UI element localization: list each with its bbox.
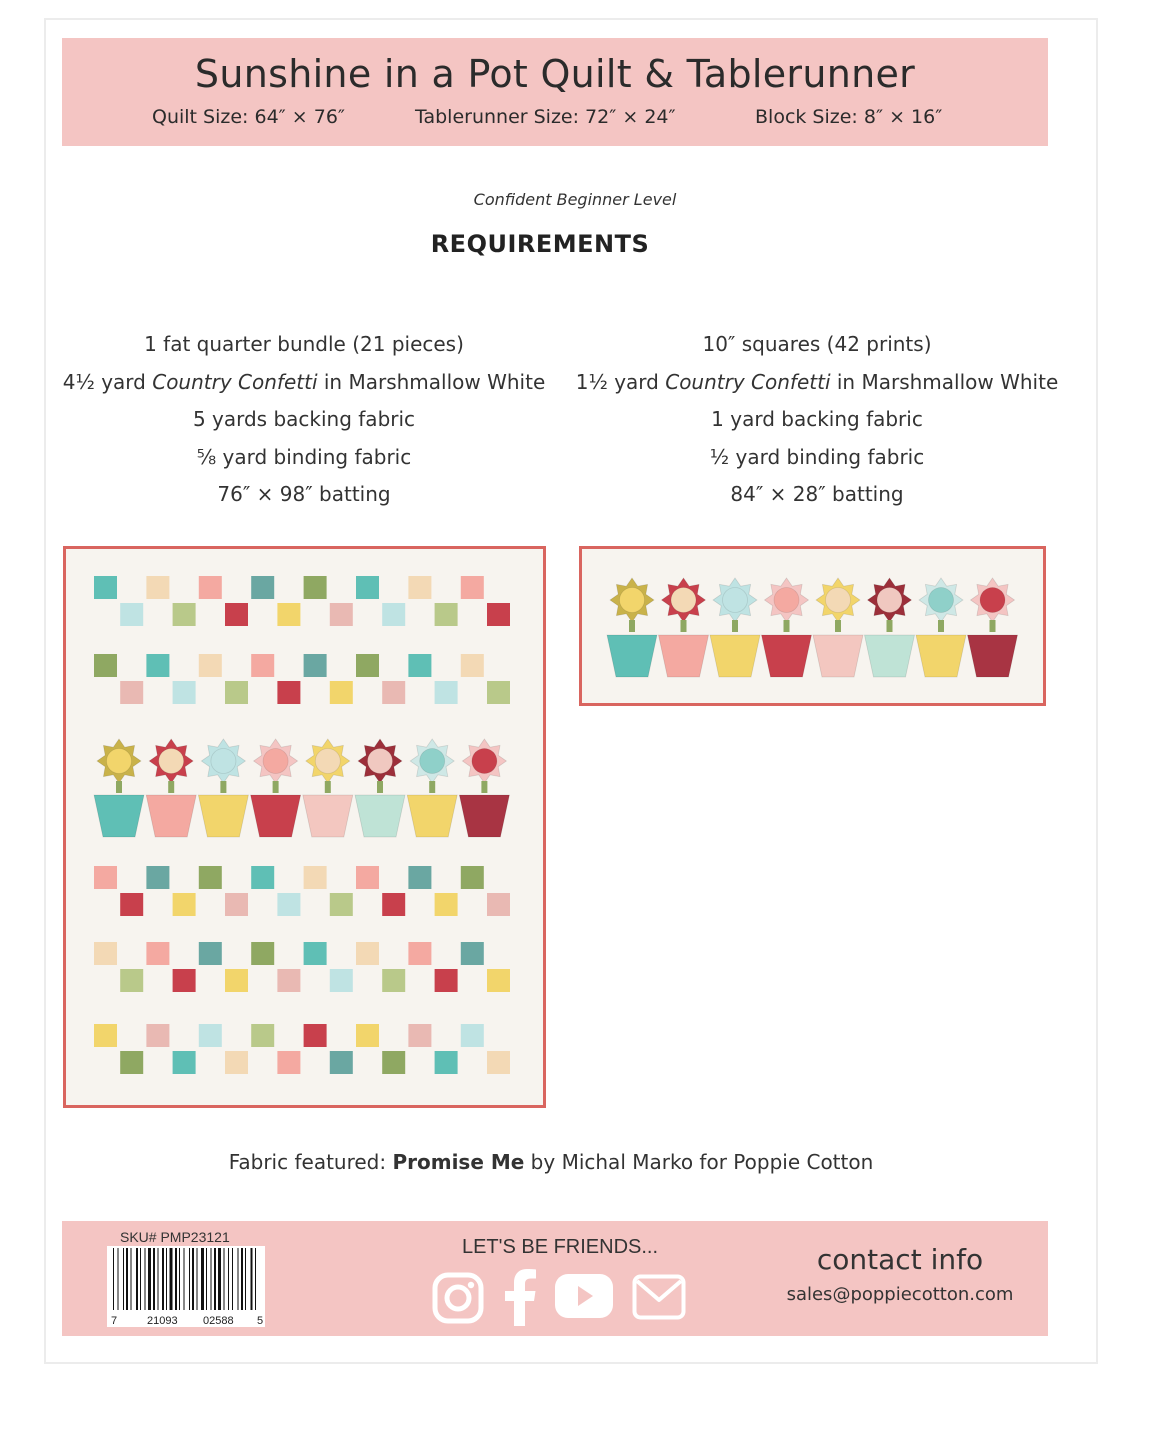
tablerunner-requirements [567,326,1067,514]
quilt-square [461,1024,484,1047]
barcode-bar [179,1248,180,1310]
flower-pot [459,795,509,837]
quilt-square [173,893,196,916]
quilt-square [173,1051,196,1074]
flower-pot [813,635,863,677]
quilt-square [173,681,196,704]
quilt-square [225,893,248,916]
quilt-square [330,1051,353,1074]
barcode-bar [136,1248,138,1310]
quilt-square [382,681,405,704]
quilt-square [330,603,353,626]
quilt-square [408,576,431,599]
quilt-square [435,603,458,626]
quilt-square [382,893,405,916]
quilt-req-prefix: 4½ yard [62,369,153,394]
quilt-square [356,654,379,677]
flower-pot [146,795,196,837]
quilt-square [461,576,484,599]
barcode-bar [251,1248,253,1310]
barcode-bar [189,1248,190,1310]
quilt-square [146,942,169,965]
flower-pot [94,795,144,837]
quilt-req-item: 76″ × 98″ batting [217,482,391,507]
barcode-bar [113,1248,114,1310]
quilt-square [199,1024,222,1047]
quilt-square [356,576,379,599]
runner-req-item: ½ yard binding fabric [709,444,925,469]
barcode-bar [211,1248,212,1310]
quilt-square [356,866,379,889]
quilt-square [146,866,169,889]
quilt-square [120,603,143,626]
quilt-square [356,942,379,965]
quilt-square [146,576,169,599]
quilt-square [225,1051,248,1074]
runner-req-item: 10″ squares (42 prints) [702,332,932,356]
quilt-square [251,866,274,889]
quilt-square [199,942,222,965]
quilt-square [173,969,196,992]
quilt-square [94,1024,117,1047]
flower-pot [710,635,760,677]
requirements-heading: REQUIREMENTS [430,230,650,258]
barcode-bar [140,1248,141,1310]
quilt-req-item: 1 fat quarter bundle (21 pieces) [144,332,464,356]
barcode-bar [218,1248,221,1310]
quilt-req-item [44,364,564,402]
barcode-bar [170,1248,173,1310]
facebook-icon[interactable] [502,1268,538,1326]
quilt-square [199,866,222,889]
flower-pot [198,795,248,837]
quilt-square [225,969,248,992]
flower-pot [303,795,353,837]
quilt-square [277,893,300,916]
runner-req-prefix: 1½ yard [575,369,666,394]
barcode-bar [153,1248,155,1310]
quilt-square [382,969,405,992]
barcode-bar [118,1248,119,1310]
quilt-square [382,603,405,626]
flower-pot [762,635,812,677]
quilt-square [435,969,458,992]
flower-pot [407,795,457,837]
runner-req-item [567,364,1067,402]
quilt-square [382,1051,405,1074]
barcode-bar [228,1248,229,1310]
quilt-square [330,893,353,916]
quilt-square [487,681,510,704]
flower-pot [968,635,1018,677]
quilt-square [120,681,143,704]
runner-req-suffix: in Marshmallow White [830,369,1059,394]
quilt-square [461,654,484,677]
quilt-square [435,893,458,916]
barcode-digits: 21093 [147,1315,178,1327]
quilt-square [251,654,274,677]
youtube-icon[interactable] [555,1274,613,1318]
quilt-square [408,1024,431,1047]
instagram-icon[interactable] [432,1272,484,1324]
flower-pot [355,795,405,837]
quilt-square [146,654,169,677]
barcode-bar [131,1248,132,1310]
quilt-req-fabric-name: Country Confetti [152,369,318,394]
quilt-square [487,893,510,916]
quilt-square [330,969,353,992]
barcode-bar [126,1248,128,1310]
barcode-bar [245,1248,246,1310]
barcode-digits: 02588 [203,1315,234,1327]
barcode-bar [148,1248,151,1310]
barcode-bar [214,1248,216,1310]
barcode-bar [201,1248,204,1310]
title-band [62,38,1048,146]
quilt-square [251,1024,274,1047]
flower-pot [607,635,657,677]
barcode-bar [238,1248,239,1310]
quilt-square [225,603,248,626]
quilt-square [94,866,117,889]
barcode-bar [192,1248,194,1310]
flower-pot [916,635,966,677]
barcode-bar [184,1248,185,1310]
lets-be-friends: LET'S BE FRIENDS... [461,1236,659,1258]
quilt-square [120,893,143,916]
contact-info-heading: contact info [816,1243,984,1276]
fabric-featured [0,1150,1102,1174]
quilt-square [277,1051,300,1074]
quilt-illustration [63,546,546,1108]
sku-label: SKU# PMP23121 [120,1229,230,1245]
quilt-req-item: 5 yards backing fabric [192,407,416,432]
barcode-bar [158,1248,159,1310]
quilt-square [120,1051,143,1074]
mail-icon[interactable] [632,1274,686,1320]
quilt-req-suffix: in Marshmallow White [317,369,546,394]
quilt-square [461,942,484,965]
block-size: Block Size: 8″ × 16″ [755,106,943,128]
quilt-square [251,576,274,599]
contact-email[interactable]: sales@poppiecotton.com [786,1284,1014,1305]
quilt-square [408,866,431,889]
quilt-square [487,603,510,626]
quilt-square [277,681,300,704]
quilt-square [277,969,300,992]
quilt-square [199,654,222,677]
quilt-square [304,654,327,677]
skill-level: Confident Beginner Level [473,190,677,209]
runner-req-item: 1 yard backing fabric [711,407,923,432]
quilt-square [225,681,248,704]
quilt-square [173,603,196,626]
quilt-req-item: ⅝ yard binding fabric [196,444,412,469]
quilt-square [251,942,274,965]
flower-pot [865,635,915,677]
quilt-square [330,681,353,704]
quilt-square [435,1051,458,1074]
quilt-square [199,576,222,599]
barcode-bar [255,1248,256,1310]
barcode [107,1246,265,1327]
barcode-bar [166,1248,167,1310]
quilt-square [461,866,484,889]
barcode-bar [224,1248,225,1310]
quilt-square [94,942,117,965]
quilt-size: Quilt Size: 64″ × 76″ [152,106,346,128]
quilt-square [304,866,327,889]
quilt-square [435,681,458,704]
runner-req-item: 84″ × 28″ batting [730,482,904,507]
flower-pot [251,795,301,837]
quilt-square [94,654,117,677]
barcode-bar [145,1248,146,1310]
barcode-bar [162,1248,164,1310]
quilt-square [408,654,431,677]
barcode-digits: 5 [257,1315,264,1327]
barcode-bar [241,1248,243,1310]
barcode-bar [123,1248,124,1310]
featured-suffix: by Michal Marko for Poppie Cotton [524,1150,874,1174]
quilt-square [304,1024,327,1047]
barcode-bar [232,1248,233,1310]
barcode-bar [175,1248,177,1310]
quilt-square [146,1024,169,1047]
tablerunner-size: Tablerunner Size: 72″ × 24″ [415,106,676,128]
featured-prefix: Fabric featured: [228,1150,393,1174]
quilt-requirements [44,326,564,514]
quilt-square [120,969,143,992]
quilt-square [277,603,300,626]
tablerunner-binding [581,548,1045,705]
quilt-square [487,1051,510,1074]
quilt-square [304,942,327,965]
barcode-digits: 7 [111,1315,118,1327]
quilt-square [408,942,431,965]
quilt-square [304,576,327,599]
runner-req-fabric-name: Country Confetti [665,369,831,394]
featured-collection: Promise Me [392,1150,525,1174]
barcode-bar [206,1248,207,1310]
barcode-bars [107,1246,265,1327]
quilt-square [487,969,510,992]
flower-pot [659,635,709,677]
quilt-square [94,576,117,599]
page-title: Sunshine in a Pot Quilt & Tablerunner [194,52,916,96]
quilt-square [356,1024,379,1047]
barcode-bar [197,1248,198,1310]
tablerunner-illustration [579,546,1046,706]
